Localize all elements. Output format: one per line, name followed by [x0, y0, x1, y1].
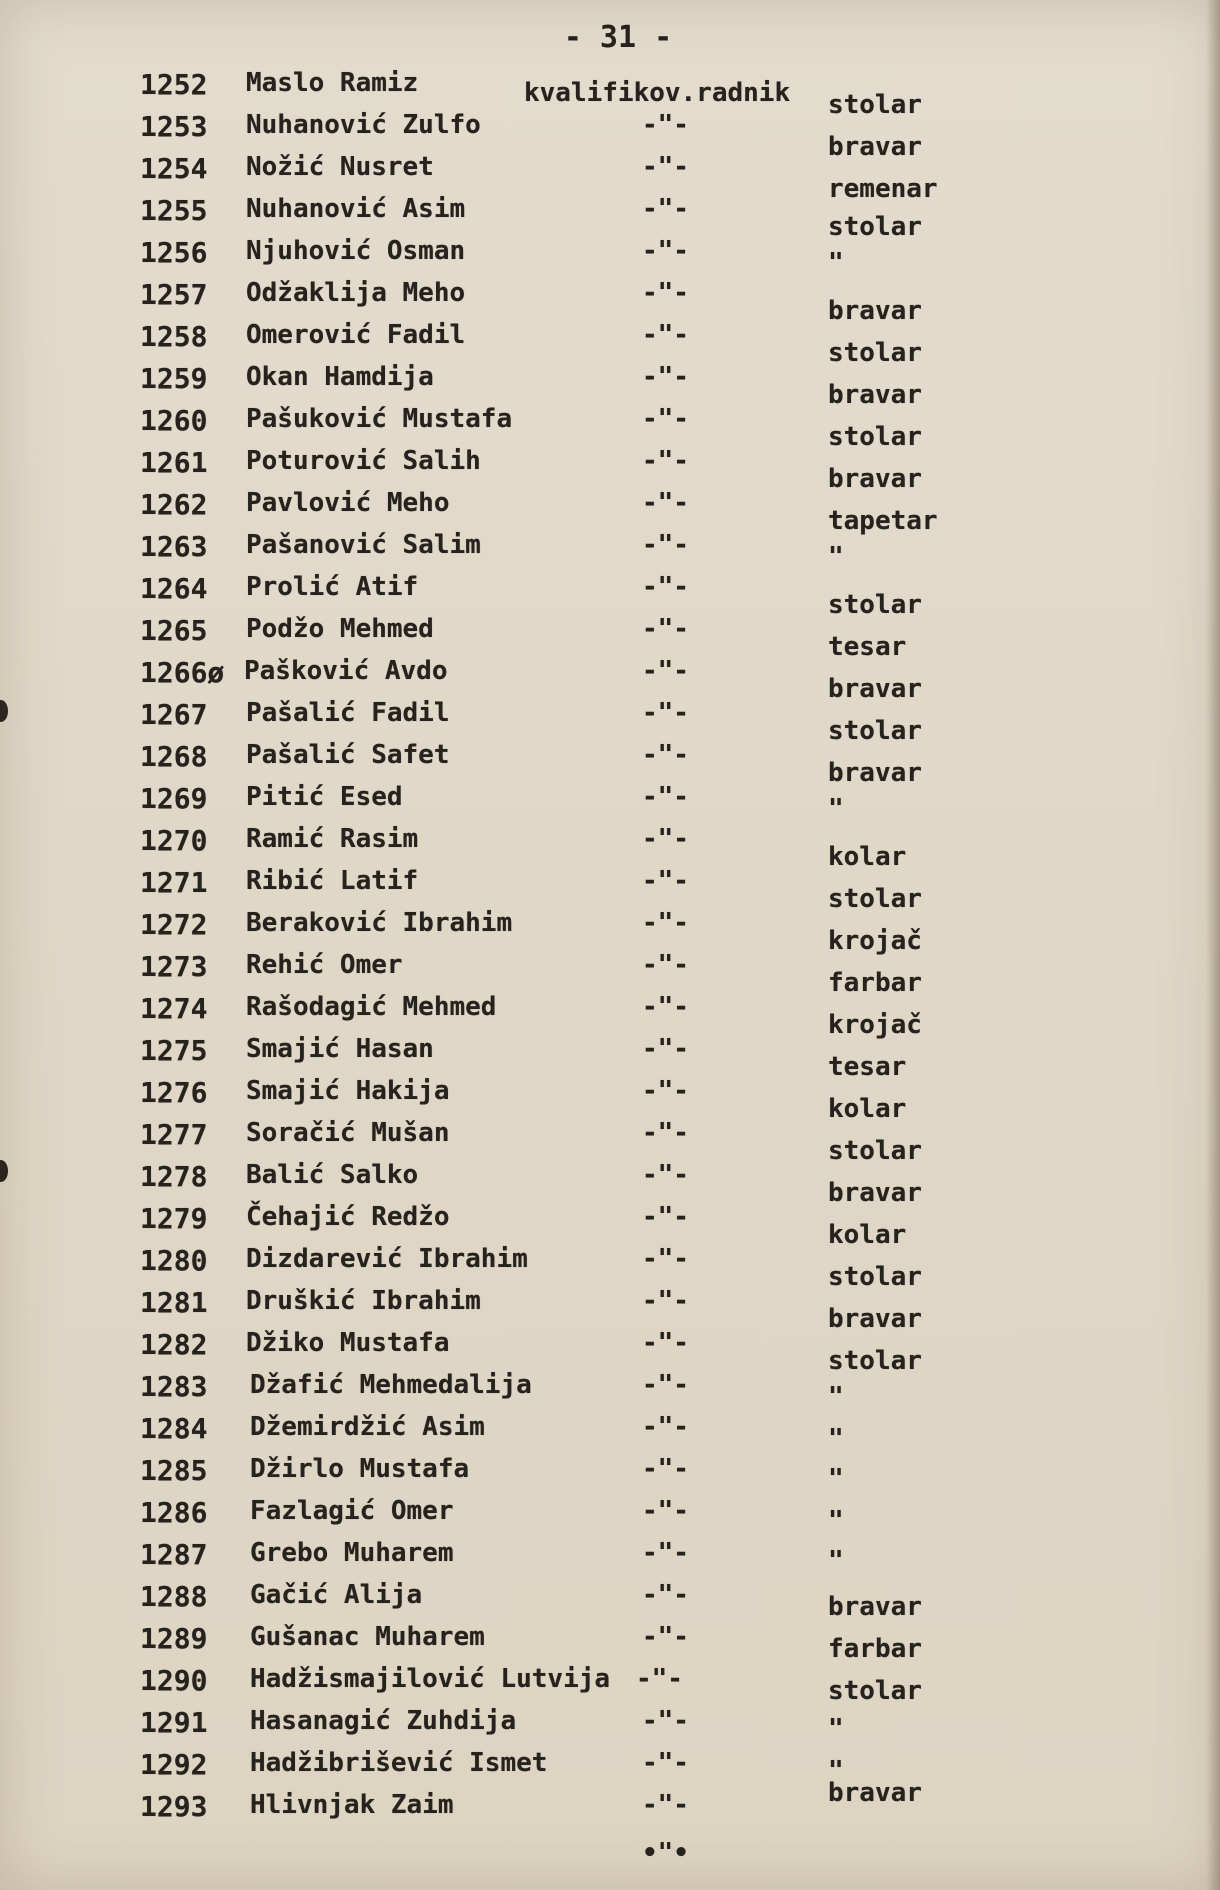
list-item	[0, 698, 1220, 746]
entry-qualification: -"-	[642, 1412, 689, 1442]
list-item	[0, 404, 1220, 452]
entry-qualification: -"-	[642, 656, 689, 686]
entry-trade: stolar	[828, 212, 922, 242]
entry-trade: bravar	[828, 1592, 922, 1622]
entry-name: Fazlagić Omer	[250, 1496, 454, 1526]
entry-name: Pašković Avdo	[244, 656, 448, 686]
entry-name: Dizdarević Ibrahim	[246, 1244, 528, 1274]
entry-qualification: -"-	[642, 236, 689, 266]
entry-number: 1279	[140, 1202, 208, 1235]
entry-trade: bravar	[828, 1304, 922, 1334]
entry-name: Džemirdžić Asim	[250, 1412, 485, 1442]
entry-qualification: -"-	[642, 698, 689, 728]
entry-name: Nuhanović Zulfo	[246, 110, 481, 140]
entry-name: Balić Salko	[246, 1160, 419, 1190]
entry-qualification: -"-	[642, 782, 689, 812]
entry-name: Džiko Mustafa	[246, 1328, 450, 1358]
entry-qualification: -"-	[642, 152, 689, 182]
entry-number: 1255	[140, 194, 208, 227]
list-item	[0, 1580, 1220, 1620]
entry-qualification: -"-	[642, 1244, 689, 1274]
list-item	[0, 656, 1220, 704]
entry-trade: krojač	[828, 926, 922, 956]
entry-trade: stolar	[828, 590, 922, 620]
entry-qualification: -"-	[642, 1748, 689, 1778]
entry-name: Gačić Alija	[250, 1580, 423, 1610]
entry-number: 1271	[140, 866, 208, 899]
entry-number: 1264	[140, 572, 208, 605]
entry-qualification: -"-	[642, 866, 689, 896]
entry-number: 1273	[140, 950, 208, 983]
list-item	[0, 1454, 1220, 1494]
entry-trade: tesar	[828, 632, 907, 662]
list-item	[0, 110, 1220, 162]
entry-trade: farbar	[828, 968, 922, 998]
entry-number: 1256	[140, 236, 208, 269]
entry-trade: "	[828, 794, 844, 824]
entry-qualification: -"-	[642, 572, 689, 602]
list-item	[0, 782, 1220, 822]
entry-number: 1289	[140, 1622, 208, 1655]
entry-number: 1287	[140, 1538, 208, 1571]
list-item	[0, 1622, 1220, 1662]
list-item	[0, 572, 1220, 620]
entry-number: 1261	[140, 446, 208, 479]
entry-number: 1280	[140, 1244, 208, 1277]
entry-number: 1259	[140, 362, 208, 395]
entry-number: 1270	[140, 824, 208, 857]
entry-number: 1284	[140, 1412, 208, 1445]
entry-trade: "	[828, 1546, 844, 1576]
list-item	[0, 446, 1220, 494]
list-item	[0, 1034, 1220, 1082]
list-item	[0, 68, 1220, 120]
entry-number: 1293	[140, 1790, 208, 1823]
entry-trade: stolar	[828, 1346, 922, 1376]
entry-number: 1253	[140, 110, 208, 143]
list-item	[0, 1118, 1220, 1166]
entry-qualification: -"-	[642, 1538, 689, 1568]
entry-name: Smajić Hakija	[246, 1076, 450, 1106]
entry-qualification: -"-	[642, 1160, 689, 1190]
entry-name: Omerović Fadil	[246, 320, 466, 350]
entry-qualification: -"-	[642, 404, 689, 434]
entry-trade: kolar	[828, 1094, 907, 1124]
entry-qualification: -"-	[642, 824, 689, 854]
entry-number: 1257	[140, 278, 208, 311]
entry-number: 1277	[140, 1118, 208, 1151]
list-item	[0, 1538, 1220, 1578]
list-item	[0, 1664, 1220, 1704]
list-item	[0, 236, 1220, 276]
entry-qualification: -"-	[642, 614, 689, 644]
entry-name: Gušanac Muharem	[250, 1622, 485, 1652]
entry-trade: remenar	[828, 174, 938, 204]
entry-trade: stolar	[828, 422, 922, 452]
entry-number: 1275	[140, 1034, 208, 1067]
list-item	[0, 1496, 1220, 1536]
entry-qualification: -"-	[642, 1034, 689, 1064]
entry-qualification: -"-	[636, 1664, 683, 1694]
entry-qualification: -"-	[642, 362, 689, 392]
list-item	[0, 614, 1220, 662]
entry-name: Čehajić Redžo	[246, 1202, 450, 1232]
entry-trade: bravar	[828, 758, 922, 788]
entry-number: 1266ø	[140, 656, 225, 689]
entry-name: Hadžismajilović Lutvija	[250, 1664, 611, 1694]
entry-trade: krojač	[828, 1010, 922, 1040]
entry-trade: tesar	[828, 1052, 907, 1082]
entry-qualification: -"-	[642, 446, 689, 476]
entry-name: Druškić Ibrahim	[246, 1286, 481, 1316]
entry-qualification: -"-	[642, 488, 689, 518]
entry-trade: "	[828, 1756, 844, 1786]
list-item	[0, 530, 1220, 570]
list-item	[0, 194, 1220, 242]
entry-number: 1278	[140, 1160, 208, 1193]
entry-name: Pašanović Salim	[246, 530, 481, 560]
entry-name: Rašodagić Mehmed	[246, 992, 497, 1022]
entry-trade: "	[828, 1464, 844, 1494]
entry-qualification: -"-	[642, 1370, 689, 1400]
entry-qualification: -"-	[642, 1580, 689, 1610]
end-ditto-mark: •"•	[642, 1838, 689, 1868]
entry-trade: stolar	[828, 1262, 922, 1292]
entry-number: 1276	[140, 1076, 208, 1109]
entry-trade: bravar	[828, 1778, 922, 1808]
entry-qualification: -"-	[642, 1496, 689, 1526]
entry-number: 1265	[140, 614, 208, 647]
entry-qualification: -"-	[642, 530, 689, 560]
entry-name: Beraković Ibrahim	[246, 908, 513, 938]
entry-number: 1274	[140, 992, 208, 1025]
entry-trade: bravar	[828, 132, 922, 162]
entry-qualification: -"-	[642, 740, 689, 770]
entry-number: 1269	[140, 782, 208, 815]
entry-trade: "	[828, 248, 844, 278]
entry-name: Poturović Salih	[246, 446, 481, 476]
entry-qualification: -"-	[642, 194, 689, 224]
list-item	[0, 278, 1220, 326]
entry-number: 1267	[140, 698, 208, 731]
list-item	[0, 740, 1220, 788]
entry-name: Pašuković Mustafa	[246, 404, 513, 434]
entry-qualification: -"-	[642, 1454, 689, 1484]
entry-qualification: -"-	[642, 278, 689, 308]
entry-number: 1288	[140, 1580, 208, 1613]
entry-qualification: -"-	[642, 992, 689, 1022]
list-item	[0, 152, 1220, 204]
list-item	[0, 908, 1220, 956]
entry-qualification: -"-	[642, 1286, 689, 1316]
entry-number: 1286	[140, 1496, 208, 1529]
entry-trade: "	[828, 1382, 844, 1412]
entry-name: Maslo Ramiz	[246, 68, 419, 98]
list-item	[0, 1160, 1220, 1208]
entry-name: Hlivnjak Zaim	[250, 1790, 454, 1820]
entry-number: 1260	[140, 404, 208, 437]
list-item	[0, 1244, 1220, 1292]
entry-trade: bravar	[828, 380, 922, 410]
entry-qualification: kvalifikov.radnik	[524, 78, 791, 108]
entry-qualification: -"-	[642, 320, 689, 350]
entry-name: Pavlović Meho	[246, 488, 450, 518]
entry-qualification: -"-	[642, 950, 689, 980]
list-item	[0, 362, 1220, 410]
entry-number: 1252	[140, 68, 208, 101]
list-item	[0, 1412, 1220, 1452]
entry-trade: bravar	[828, 296, 922, 326]
entry-trade: kolar	[828, 842, 907, 872]
list-item	[0, 488, 1220, 536]
entry-qualification: -"-	[642, 1118, 689, 1148]
list-item	[0, 1076, 1220, 1124]
entry-name: Soračić Mušan	[246, 1118, 450, 1148]
entry-trade: stolar	[828, 338, 922, 368]
entry-trade: stolar	[828, 1136, 922, 1166]
entry-name: Okan Hamdija	[246, 362, 434, 392]
entry-name: Ribić Latif	[246, 866, 419, 896]
entry-trade: bravar	[828, 1178, 922, 1208]
entry-trade: "	[828, 1424, 844, 1454]
entry-qualification: -"-	[642, 1328, 689, 1358]
entry-qualification: -"-	[642, 908, 689, 938]
list-item	[0, 1778, 1220, 1830]
entry-name: Džirlo Mustafa	[250, 1454, 470, 1484]
entry-number: 1262	[140, 488, 208, 521]
list-item	[0, 992, 1220, 1040]
entry-name: Odžaklija Meho	[246, 278, 466, 308]
entry-number: 1291	[140, 1706, 208, 1739]
entry-number: 1263	[140, 530, 208, 563]
entry-number: 1290	[140, 1664, 208, 1697]
page-number: - 31 -	[563, 20, 673, 55]
list-item	[0, 1370, 1220, 1410]
entry-name: Džafić Mehmedalija	[250, 1370, 532, 1400]
entry-trade: stolar	[828, 90, 922, 120]
entry-trade: stolar	[828, 884, 922, 914]
entry-trade: stolar	[828, 1676, 922, 1706]
entry-name: Podžo Mehmed	[246, 614, 434, 644]
entry-trade: kolar	[828, 1220, 907, 1250]
entry-name: Pitić Esed	[246, 782, 403, 812]
list-item	[0, 950, 1220, 998]
entry-trade: "	[828, 1506, 844, 1536]
entry-qualification: -"-	[642, 1202, 689, 1232]
entry-number: 1281	[140, 1286, 208, 1319]
entry-number: 1272	[140, 908, 208, 941]
list-item	[0, 866, 1220, 914]
entry-name: Rehić Omer	[246, 950, 403, 980]
list-item	[0, 824, 1220, 872]
entry-trade: "	[828, 542, 844, 572]
entry-number: 1282	[140, 1328, 208, 1361]
entry-name: Hasanagić Zuhdija	[250, 1706, 517, 1736]
entry-name: Nuhanović Asim	[246, 194, 466, 224]
entry-trade: stolar	[828, 716, 922, 746]
entry-trade: bravar	[828, 674, 922, 704]
entry-trade: farbar	[828, 1634, 922, 1664]
list-item	[0, 1748, 1220, 1788]
list-item	[0, 1328, 1220, 1376]
list-item	[0, 1202, 1220, 1250]
entry-name: Pašalić Fadil	[246, 698, 450, 728]
entry-qualification: -"-	[642, 1706, 689, 1736]
entry-name: Nožić Nusret	[246, 152, 434, 182]
entry-name: Njuhović Osman	[246, 236, 466, 266]
entry-number: 1268	[140, 740, 208, 773]
entry-name: Smajić Hasan	[246, 1034, 434, 1064]
entry-qualification: -"-	[642, 110, 689, 140]
list-item	[0, 320, 1220, 368]
entry-qualification: -"-	[642, 1622, 689, 1652]
entry-number: 1258	[140, 320, 208, 353]
entry-number: 1285	[140, 1454, 208, 1487]
entry-trade: bravar	[828, 464, 922, 494]
entry-name: Ramić Rasim	[246, 824, 419, 854]
list-item	[0, 1706, 1220, 1746]
entry-number: 1283	[140, 1370, 208, 1403]
list-item	[0, 1286, 1220, 1334]
entry-name: Prolić Atif	[246, 572, 419, 602]
entry-trade: "	[828, 1714, 844, 1744]
entry-number: 1292	[140, 1748, 208, 1781]
entry-name: Pašalić Safet	[246, 740, 450, 770]
entry-trade: tapetar	[828, 506, 938, 536]
entry-qualification: -"-	[642, 1076, 689, 1106]
entry-name: Grebo Muharem	[250, 1538, 454, 1568]
entry-number: 1254	[140, 152, 208, 185]
entry-qualification: -"-	[642, 1790, 689, 1820]
entry-name: Hadžibrišević Ismet	[250, 1748, 548, 1778]
